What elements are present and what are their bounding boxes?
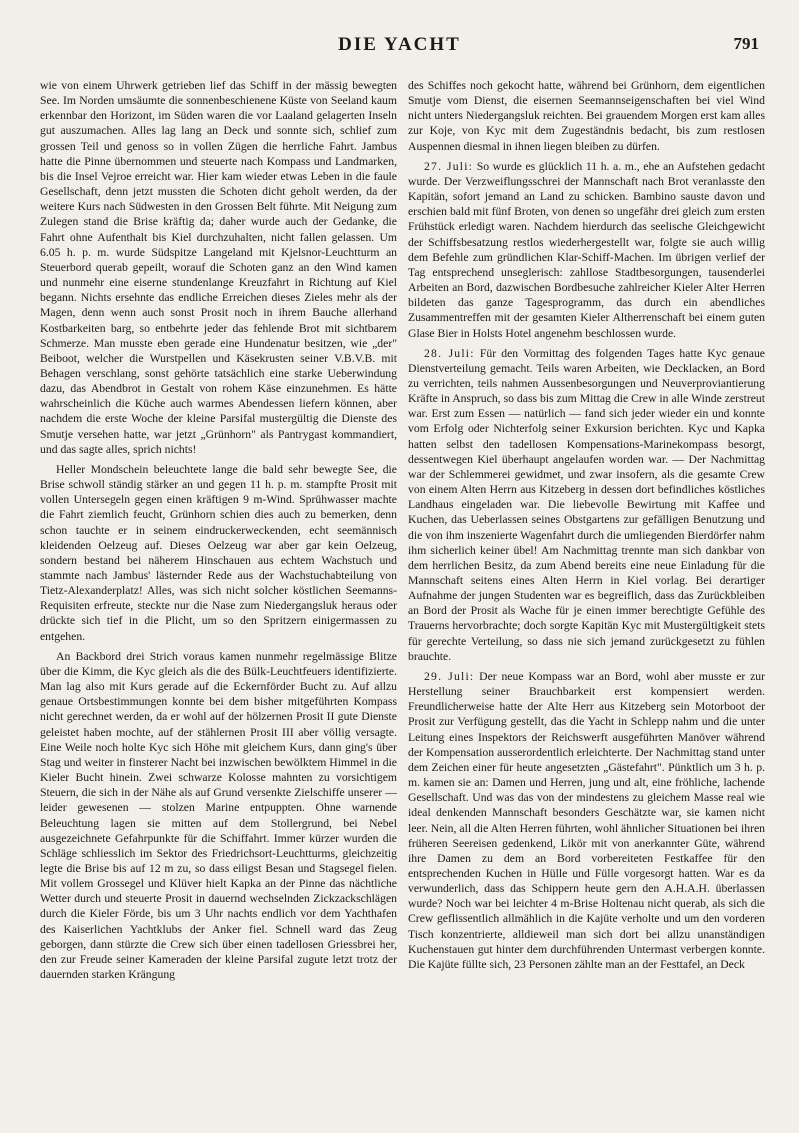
paragraph-text: Der neue Kompass war an Bord, wohl aber musste er zur Herstellung seiner Brauchbarkeit erst kompensiert werden. Freundlicherweise hatte der Alte Herr aus Kitzeberg sein Motorboot der Prosit zur Verfügung gestellt, das die Yacht in Schlepp nahm und die unter Leitung eines Inspektors der Reichswerft ausgeführten Manöver während der Kompensation ausserordentlich erleichterte. Der Nachmittag stand unter dem Zeichen einer für heute angesetzten „Gästefahrt". Pünktlich um 3 h. p. m. kamen sie an: Damen und Herren, jung und alt, eine fröhliche, lachende Gesellschaft. Und was das von der mindestens zu gleichem Masse real wie ideal denkenden Mannschaft besonders Geschätzte war, sie kamen nicht leer. Nein, all die Alten Herren führten, wohl ähnlicher Situationen bei ihren früheren Seereisen gedenkend, Likör mit von anerkannter Güte, während ihre Damen zu dem an Bord vorbereiteten Festkaffee für den entsprechenden Kuchen in Hülle und Fülle vorgesorgt hatten. War es da verwunderlich, dass das Schippern heute gern den A.H.A.H. überlassen wurde? Noch war bei leichter 4 m-Brise Holtenau nicht querab, als sich die Crew geflissentlich allmählich in die Kajüte verholte und um den vorderen Tisch konzentrierte, alldieweil man sich dort bei allzu unanständigen Kuchenstauen gut hinter dem durchführenden Untermast verbergen konnte. Die Kajüte füllte sich, 23 Personen zählte man an der Festtafel, an Deck [408, 669, 765, 971]
page-number: 791 [733, 34, 759, 53]
journal-title: DIE YACHT [338, 34, 461, 55]
page-header [40, 34, 759, 60]
text-column-right [408, 78, 765, 972]
paragraph-text: Für den Vormittag des folgenden Tages hatte Kyc genaue Dienstverteilung gemacht. Teils waren Arbeiten, wie Decklacken, an Bord zu verrichten, teils nahmen Aussenbesorgungen und Neuverproviantierung Kräfte in Anspruch, so dass bis zum Mittag die Crew in alle Winde zerstreut war. Erst zum Essen — natürlich — fand sich jeder wieder ein und konnte vom Erfolg oder Nichterfolg seiner Exkursion berichten. Kyc und Kapka hatten selbst den tadellosen Kompensations-Marinekompass besorgt, dessentwegen Kiel überhaupt angelaufen worden war. — Der Nachmittag war der Schlemmerei gewidmet, und zwar insofern, als die gesamte Crew von einem Alten Herrn aus Kitzeberg in dessen dort befindliches köstliches Landhaus eingeladen war. Die liebevolle Bewirtung mit Kaffee und Kuchen, das Ueberlassen seines Obstgartens zur gefälligen Benutzung und die von ihm inszenierte Wagenfahrt durch die umliegenden Bierdörfer nahm ihm sicherlich keiner übel! Am Nachmittag trennte man sich dankbar von dem herrlichen Besitz, da zum Abend bereits eine neue Einladung für die Mannschaft seitens eines Alten Herrn in Kiel vorlag. Bei derartiger Aufnahme der jungen Studenten war es begreiflich, dass das Zurückbleiben an Bord der Prosit als Wache für je einen immer berechtigte Gefühle des Trauerns hervorbrachte; doch sorgte Kapitän Kyc mit Mustergültigkeit stets für gerechte Verteilung, so dass nie sich jemand zurückgesetzt zu fühlen brauchte. [408, 346, 765, 663]
paragraph: Heller Mondschein beleuchtete lange die bald sehr bewegte See, die Brise schwoll ständig stärker an und gegen 11 h. p. m. stampfte Prosit mit vollen Untersegeln gegen einen kräftigen 9 m-Wind. Sprühwasser machte die Fahrt ziemlich feucht, Grünhorn schien dies auch zu bemerken, denn schon tauchte er in seinem eindruckerweckenden, echt seemännisch kleidenden Oelzeug auf. Dieses Oelzeug war aber gar kein Oelzeug, sondern bestand bei näherem Hinschauen aus echtem Wachstuch und stammte nach Jambus' lästernder Rede aus der Wachstuchabteilung von Tietz-Alexanderplatz! Alles, was sich nicht solcher köstlichen Seemanns-Requisiten erfreute, steckte nur die Nase zum Niedergangsluk heraus oder drückte sich tief in die Plicht, um so den Spritzern einigermassen zu entgehen. [40, 462, 397, 643]
paragraph [408, 78, 765, 154]
paragraph-text: So wurde es glücklich 11 h. a. m., ehe an Aufstehen gedacht wurde. Der Verzweiflungsschrei der Mannschaft nach Brot veranlasste den Kapitän, sofort jemand an Land zu schicken. Bambino sauste davon und erschien bald mit fünf Broten, von denen so ungefähr drei gleich zum ersten Frühstück erledigt waren. Nachdem hierdurch das seelische Gleichgewicht der Schiffsbesatzung restlos wiederhergestellt war, folgte sie auch willig dem Befehle zum gründlichen Klar-Schiff-Machen. Im übrigen verlief der Tag entsprechend unseglerisch: zahllose Stadtbesorgungen, tausenderlei Arbeiten an Bord, dazwischen Bordbesuche zahlreicher Kieler Alter Herren bildeten das ganze Tagesprogramm, das durch ein abendliches Zusammentreffen mit der gesamten Kieler Altherrenschaft bei einem guten Glase Bier in Holsts Hotel angenehm beschlossen wurde. [408, 159, 765, 340]
paragraph: wie von einem Uhrwerk getrieben lief das Schiff in der mässig bewegten See. Im Norden umsäumte die sonnenbeschienene Küste von Seeland kaum erkennbar den Horizont, im Süden waren die vor Laaland gelagerten Inseln gut auszumachen. Alles lag lang an Deck und sonnte sich, schlief zum grossen Teil und genoss so in vollen Zügen die herrliche Fahrt. Jambus hatte die Pinne übernommen und steuerte nach Kompass und Landmarken, bis die Insel Vejroe erreicht war. Hier kam wieder etwas Leben in die faule Gesellschaft, denn jetzt mussten die Schoten dicht geholt werden, da der weitere Kurs nach Südwesten in den Grossen Belt führte. Mit Neigung zum Zulegen stand die Brise kräftig da; daher wurde auch der Gedanke, die Fahrt ohne Aufenthalt bis Kiel durchzuhalten, nicht fallen gelassen. Um 6.05 h. p. m. wurde Südspitze Langeland mit Kjelsnor-Leuchtturm an Steuerbord querab gepeilt, worauf die Schoten ganz an den Wind kamen und nunmehr eine eiserne stundenlange Kreuzfahrt in Richtung auf Kiel begann. Nichts ersehnte das endliche Erreichen dieses Zieles mehr als der Magen, denn wenn auch sonst Prosit noch in ihrem Bauche allerhand Kostbarkeiten barg, so entbehrte jeder das fehlende Brot mit sichtbarem Schmerze. Man musste eben gerade eine Hundenatur besitzen, wie „der" Beiboot, welcher die Wurstpellen und Käsekrusten seiner V.B.V.B. mit Behagen verschlang, sonst gehörte tatsächlich eine starke Ueberwindung dazu, das Abendbrot in Gestalt von rohem Käse einzunehmen. Es hätte wahrscheinlich die Küche auch warmes Abendessen liefern können, aber nachdem die erste Woche der kleine Parsifal mustergültig die Dienste des Smutje versehen hatte, war jetzt „Grünhorn" als Pantrygast kommandiert, und das sagte alles, sprich nichts! [40, 79, 397, 456]
paragraph-text: des Schiffes noch gekocht hatte, während bei Grünhorn, dem eigentlichen Smutje vom Dienst, die eisernen Seemannseigenschaften bei viel Wind nicht unters Niedergangsluk reichten. Bei grauendem Morgen erst kam alles zur Koje, von Kyc mit dem Zugeständnis bedacht, bis zum restlosen Auspennen diesmal in ihnen liegen bleiben zu dürfen. [408, 79, 765, 153]
date-heading: 27. Juli: [424, 159, 474, 173]
paragraph [408, 346, 765, 664]
paragraph [408, 159, 765, 341]
text-column-left [40, 78, 397, 982]
date-heading: 28. Juli: [424, 346, 475, 360]
paragraph [408, 669, 765, 972]
date-heading: 29. Juli: [424, 669, 475, 683]
paragraph: An Backbord drei Strich voraus kamen nunmehr regelmässige Blitze über die Kimm, die Kyc gleich als die des Bülk-Leuchtfeuers identifizierte. Man lag also mit Kurs gerade auf die Eckernförder Bucht zu. Auf allzu genaue Ortsbestimmungen konnte bei dem bisher mitgeführten Kompass nicht gerechnet werden, da er wohl auf der hölzernen Prosit II gute Dienste geleistet haben mochte, auf der stählernen Prosit III aber völlig versagte. Eine Weile noch holte Kyc sich Höhe mit gleichem Kurs, dann ging's über Stag und weiter in finsterer Nacht bei inzwischen bewölktem Himmel in die Kieler Bucht hinein. Zwei schwarze Kolosse mahnten zu vorsichtigem Steuern, die sich in der Nähe als auf Grund versenkte Zielschiffe unserer — leider gewesenen — stolzen Marine entpuppten. Ohne warnende Beleuchtung lagen sie mitten auf dem Stollergrund, bei Nebel ausgezeichnete Gefahrpunkte für die Schiffahrt. Immer kürzer wurden die Schläge schliesslich im Sektor des Friedrichsort-Leuchtturms, gleichzeitig legte die Brise bis auf 12 m zu, so dass eiligst Besan und Stagsegel fielen. Mit vollem Grossegel und Klüver hielt Kapka an der Pinne das nächtliche Wetter durch und steuerte Prosit in dauernd wechselnden Zickzackschlägen durch die Kieler Förde, bis um 3 Uhr nachts endlich vor dem Yachthafen des Kaiserlichen Yachtklubs der Anker fiel. Schnell ward das Zeug geborgen, dann stürzte die Crew sich über einen tadellosen Griessbrei her, den zur Freude seiner Kameraden der kleine Parsifal zugute letzt trotz der dauernden starken Krängung [40, 649, 397, 982]
